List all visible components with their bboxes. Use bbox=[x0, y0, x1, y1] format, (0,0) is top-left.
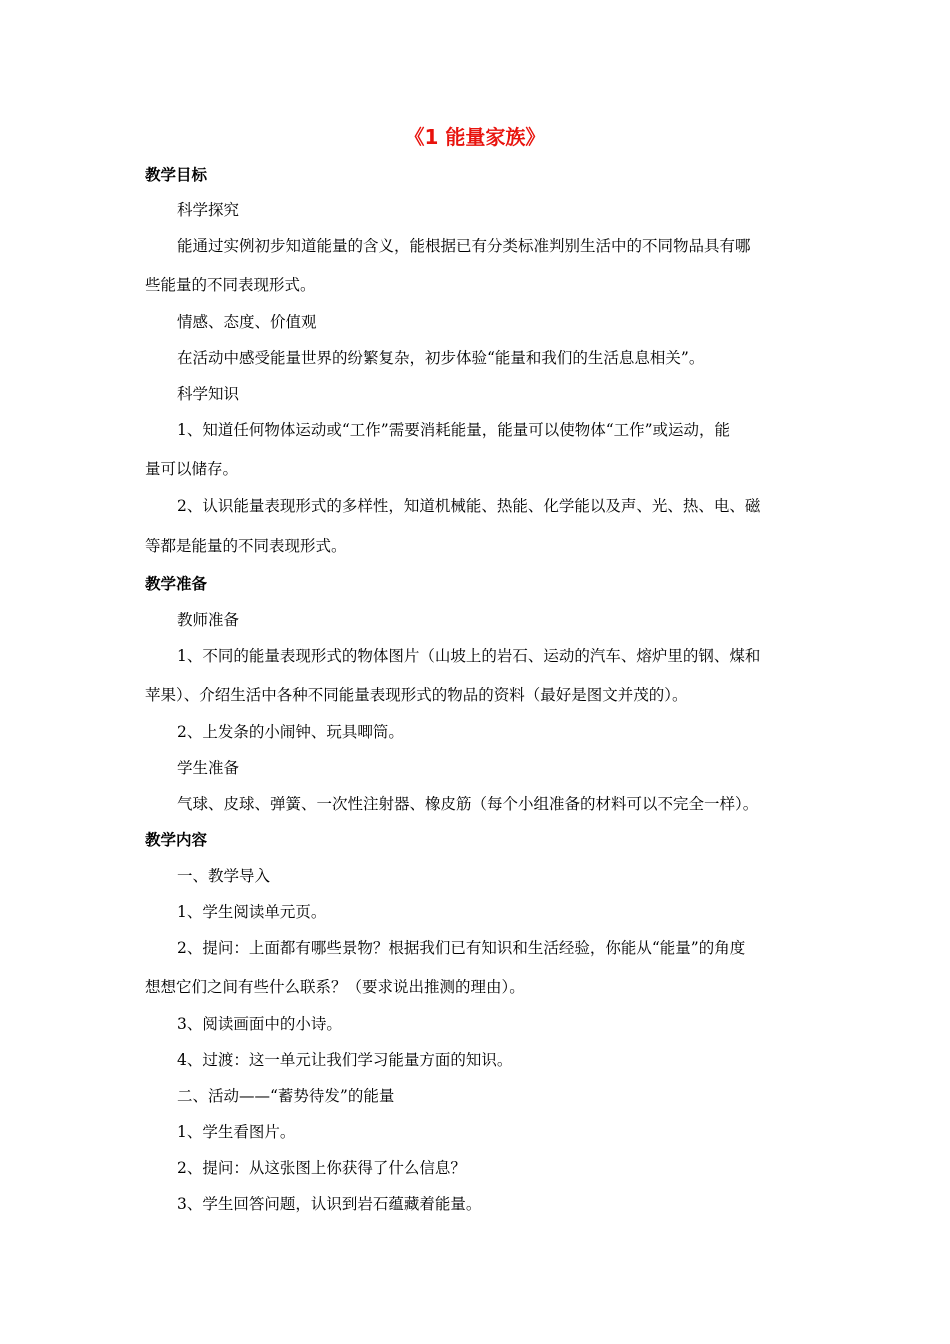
paragraph: 2、认识能量表现形式的多样性，知道机械能、热能、化学能以及声、光、热、电、磁 bbox=[177, 497, 761, 515]
paragraph: 2、提问：从这张图上你获得了什么信息？ bbox=[177, 1159, 466, 1177]
paragraph: 3、学生回答问题，认识到岩石蕴藏着能量。 bbox=[177, 1195, 482, 1213]
paragraph: 3、阅读画面中的小诗。 bbox=[177, 1015, 342, 1033]
paragraph: 教师准备 bbox=[177, 611, 240, 629]
paragraph: 量可以储存。 bbox=[145, 460, 239, 478]
section-heading-prep: 教学准备 bbox=[145, 575, 208, 593]
paragraph: 2、提问：上面都有哪些景物？根据我们已有知识和生活经验，你能从“能量”的角度 bbox=[177, 939, 746, 957]
paragraph: 科学探究 bbox=[177, 201, 240, 219]
paragraph: 4、过渡：这一单元让我们学习能量方面的知识。 bbox=[177, 1051, 513, 1069]
paragraph: 气球、皮球、弹簧、一次性注射器、橡皮筋（每个小组准备的材料可以不完全一样）。 bbox=[177, 795, 759, 813]
section-heading-content: 教学内容 bbox=[145, 831, 208, 849]
paragraph: 一、教学导入 bbox=[177, 867, 271, 885]
paragraph: 在活动中感受能量世界的纷繁复杂，初步体验“能量和我们的生活息息相关”。 bbox=[177, 349, 705, 367]
paragraph: 学生准备 bbox=[177, 759, 240, 777]
paragraph: 苹果）、介绍生活中各种不同能量表现形式的物品的资料（最好是图文并茂的）。 bbox=[145, 686, 688, 704]
paragraph: 1、学生阅读单元页。 bbox=[177, 903, 327, 921]
paragraph: 科学知识 bbox=[177, 385, 240, 403]
paragraph: 2、上发条的小闹钟、玩具唧筒。 bbox=[177, 723, 404, 741]
paragraph: 1、知道任何物体运动或“工作”需要消耗能量，能量可以使物体“工作”或运动，能 bbox=[177, 421, 731, 439]
paragraph: 想想它们之间有些什么联系？（要求说出推测的理由）。 bbox=[145, 978, 525, 996]
paragraph: 等都是能量的不同表现形式。 bbox=[145, 537, 347, 555]
paragraph: 1、学生看图片。 bbox=[177, 1123, 296, 1141]
section-heading-goals: 教学目标 bbox=[145, 166, 208, 184]
paragraph: 二、活动——“蓄势待发”的能量 bbox=[177, 1087, 395, 1105]
paragraph: 能通过实例初步知道能量的含义，能根据已有分类标准判别生活中的不同物品具有哪 bbox=[177, 237, 751, 255]
document-title: 《1 能量家族》 bbox=[404, 125, 546, 149]
paragraph: 1、不同的能量表现形式的物体图片（山坡上的岩石、运动的汽车、熔炉里的钢、煤和 bbox=[177, 647, 761, 665]
paragraph: 情感、态度、价值观 bbox=[177, 313, 317, 331]
paragraph: 些能量的不同表现形式。 bbox=[145, 276, 316, 294]
